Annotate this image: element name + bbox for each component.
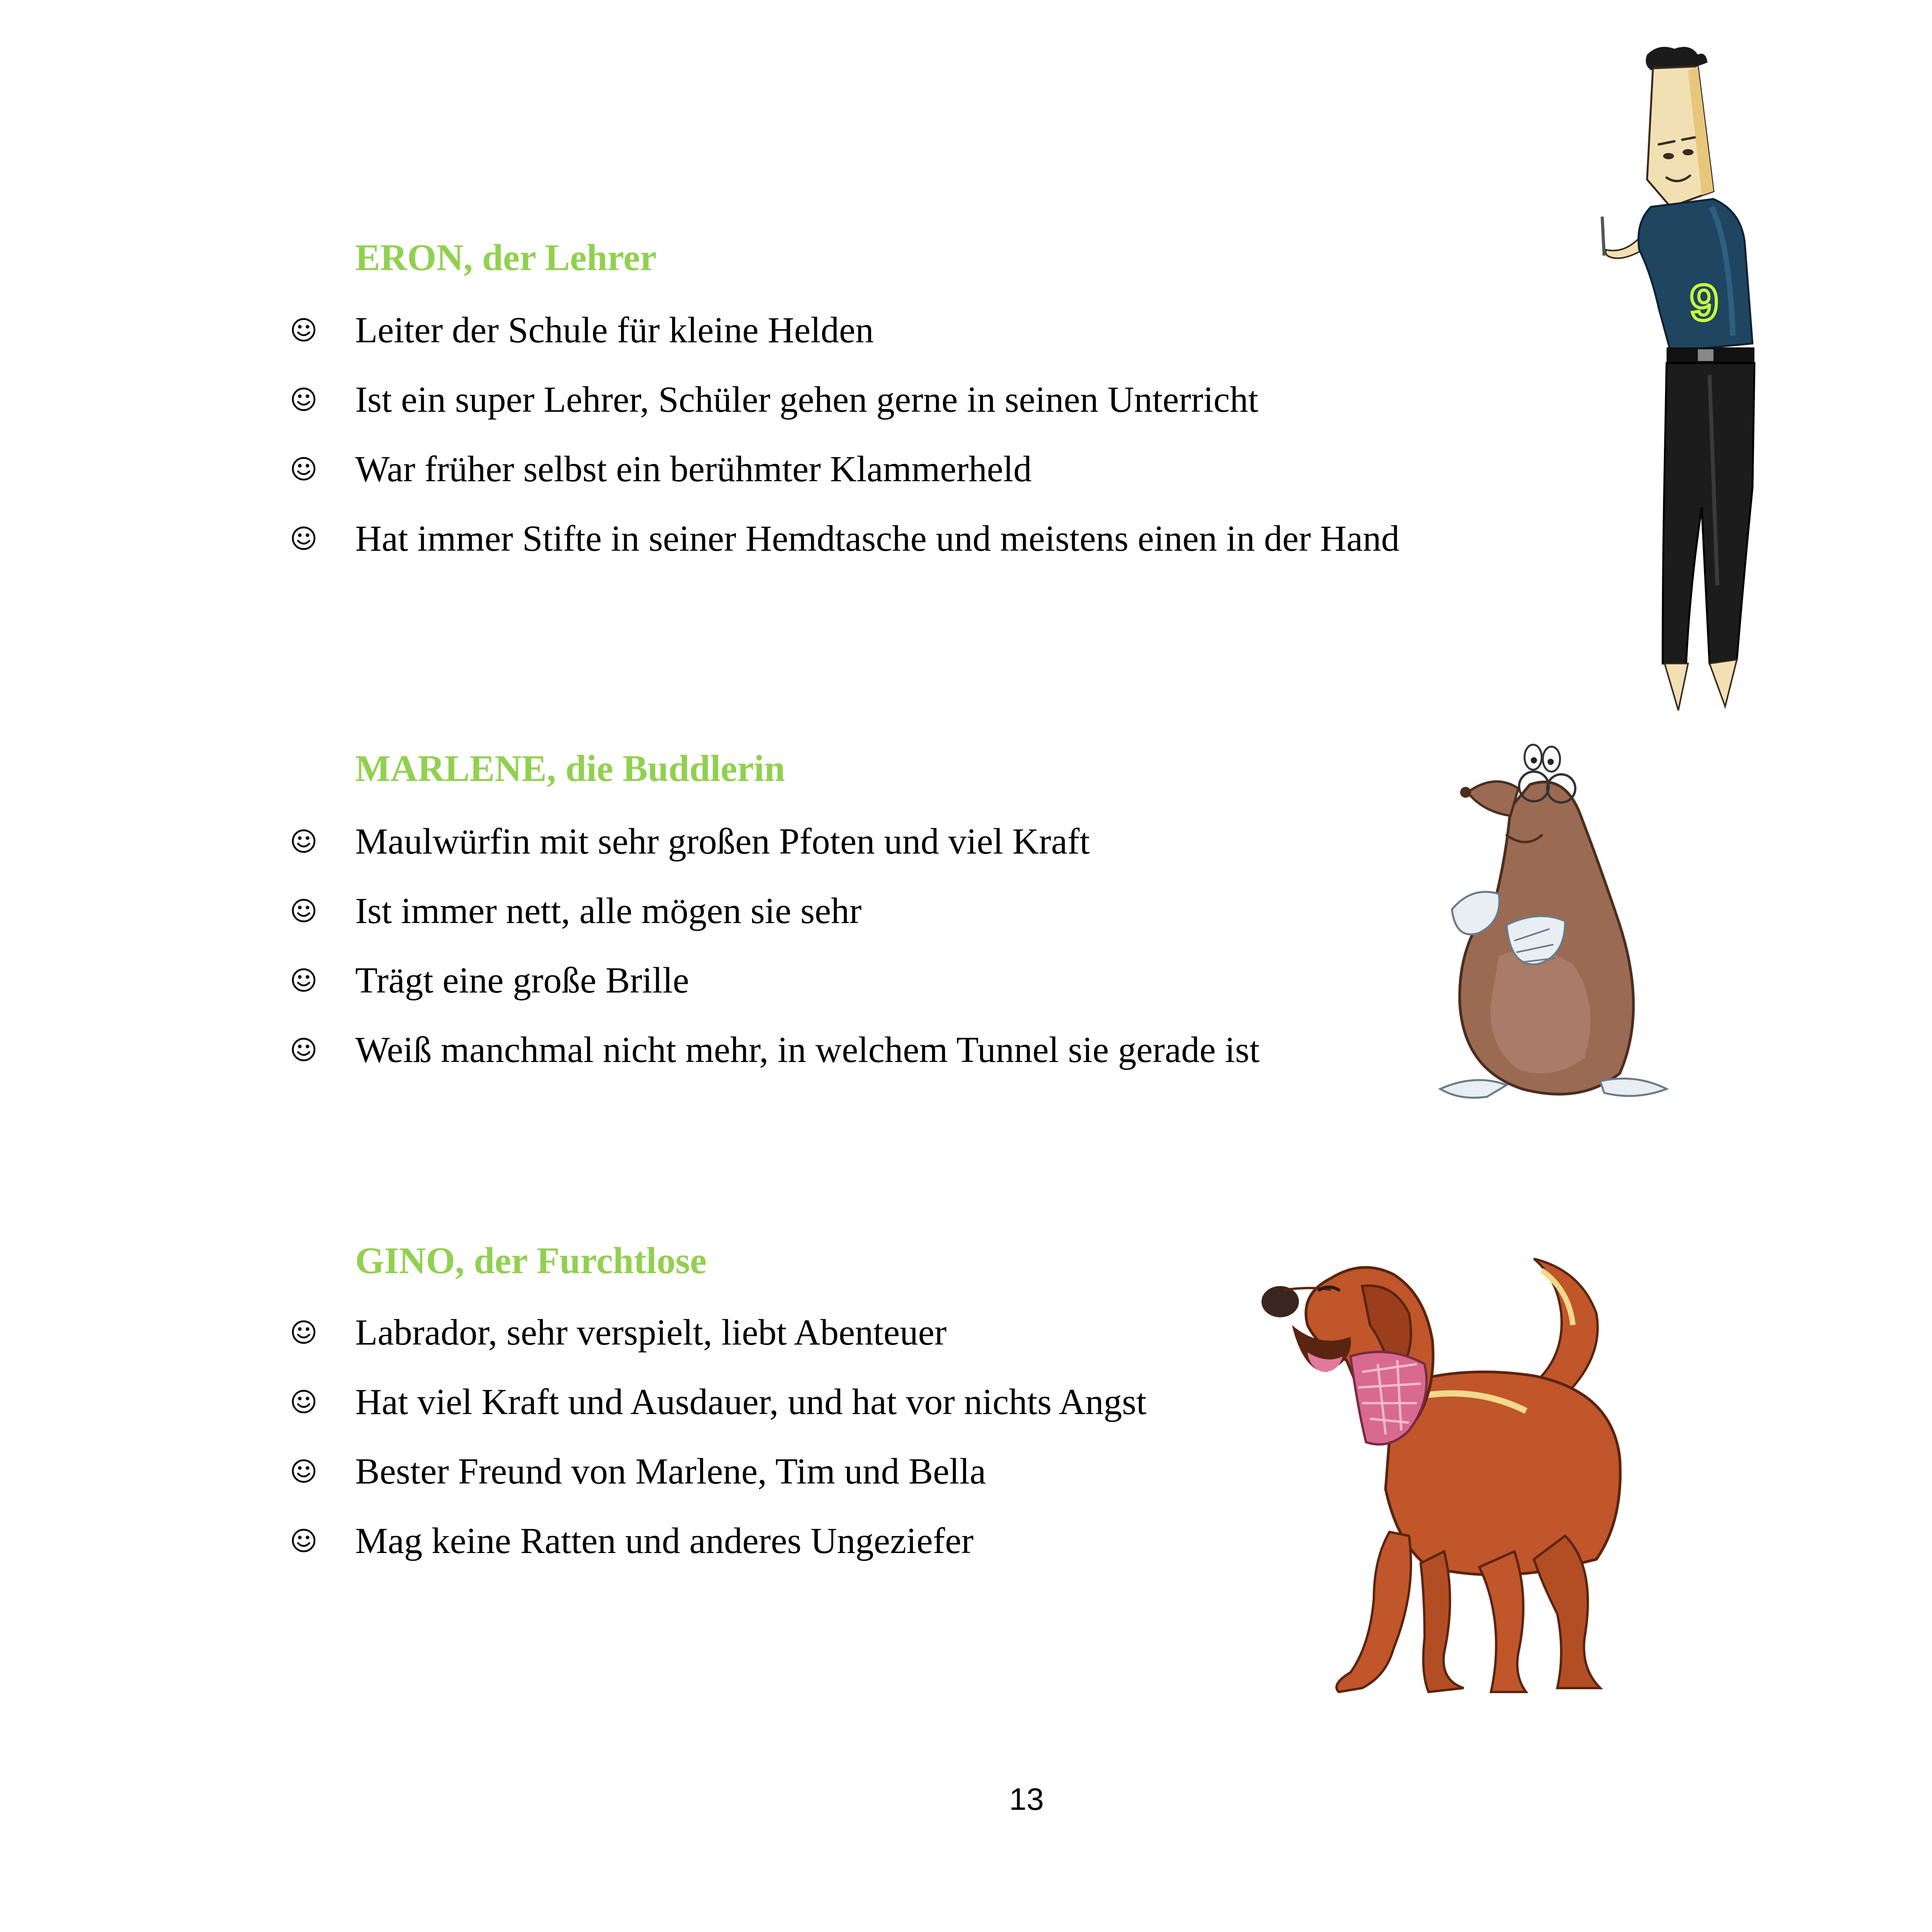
page-number: 13: [1009, 1782, 1044, 1816]
svg-text:9: 9: [1690, 274, 1719, 331]
section-heading: MARLENE, die Buddlerin: [355, 747, 785, 789]
smiley-face-icon: [291, 1037, 317, 1062]
list-item-text: Weiß manchmal nicht mehr, in welchem Tunnel sie gerade ist: [355, 1030, 1260, 1070]
smiley-face-icon: [291, 1389, 317, 1414]
smiley-face-icon: [291, 828, 317, 854]
list-item-text: Leiter der Schule für kleine Helden: [355, 310, 874, 350]
dog-character-illustration: [1261, 1247, 1698, 1711]
list-item-text: Labrador, sehr verspielt, liebt Abenteuer: [355, 1312, 947, 1353]
smiley-face-icon: [291, 967, 317, 993]
smiley-face-icon: [291, 1458, 317, 1484]
list-item-text: Ist immer nett, alle mögen sie sehr: [355, 891, 862, 931]
smiley-face-icon: [291, 898, 317, 923]
smiley-face-icon: [291, 317, 317, 343]
list-item-text: Bester Freund von Marlene, Tim und Bella: [355, 1451, 986, 1492]
list-item-text: Hat immer Stifte in seiner Hemdtasche und meistens einen in der Hand: [355, 518, 1400, 559]
smiley-face-icon: [291, 525, 317, 551]
list-item-text: Maulwürfin mit sehr großen Pfoten und viel Kraft: [355, 821, 1090, 862]
smiley-face-icon: [291, 1319, 317, 1345]
teacher-pencil-character-illustration: [1534, 39, 1776, 722]
list-item-text: Mag keine Ratten und anderes Ungeziefer: [355, 1521, 974, 1561]
list-item-text: Ist ein super Lehrer, Schüler gehen gerne in seinen Unterricht: [355, 379, 1259, 420]
list-item-text: Trägt eine große Brille: [355, 960, 689, 1001]
section-heading: GINO, der Furchtlose: [355, 1240, 707, 1281]
smiley-face-icon: [291, 1528, 317, 1553]
list-item-text: War früher selbst ein berühmter Klammerheld: [355, 449, 1032, 489]
mole-character-illustration: [1417, 738, 1690, 1128]
list-item-text: Hat viel Kraft und Ausdauer, und hat vor nichts Angst: [355, 1382, 1147, 1422]
section-heading: ERON, der Lehrer: [355, 237, 657, 278]
smiley-face-icon: [291, 386, 317, 412]
smiley-face-icon: [291, 456, 317, 482]
